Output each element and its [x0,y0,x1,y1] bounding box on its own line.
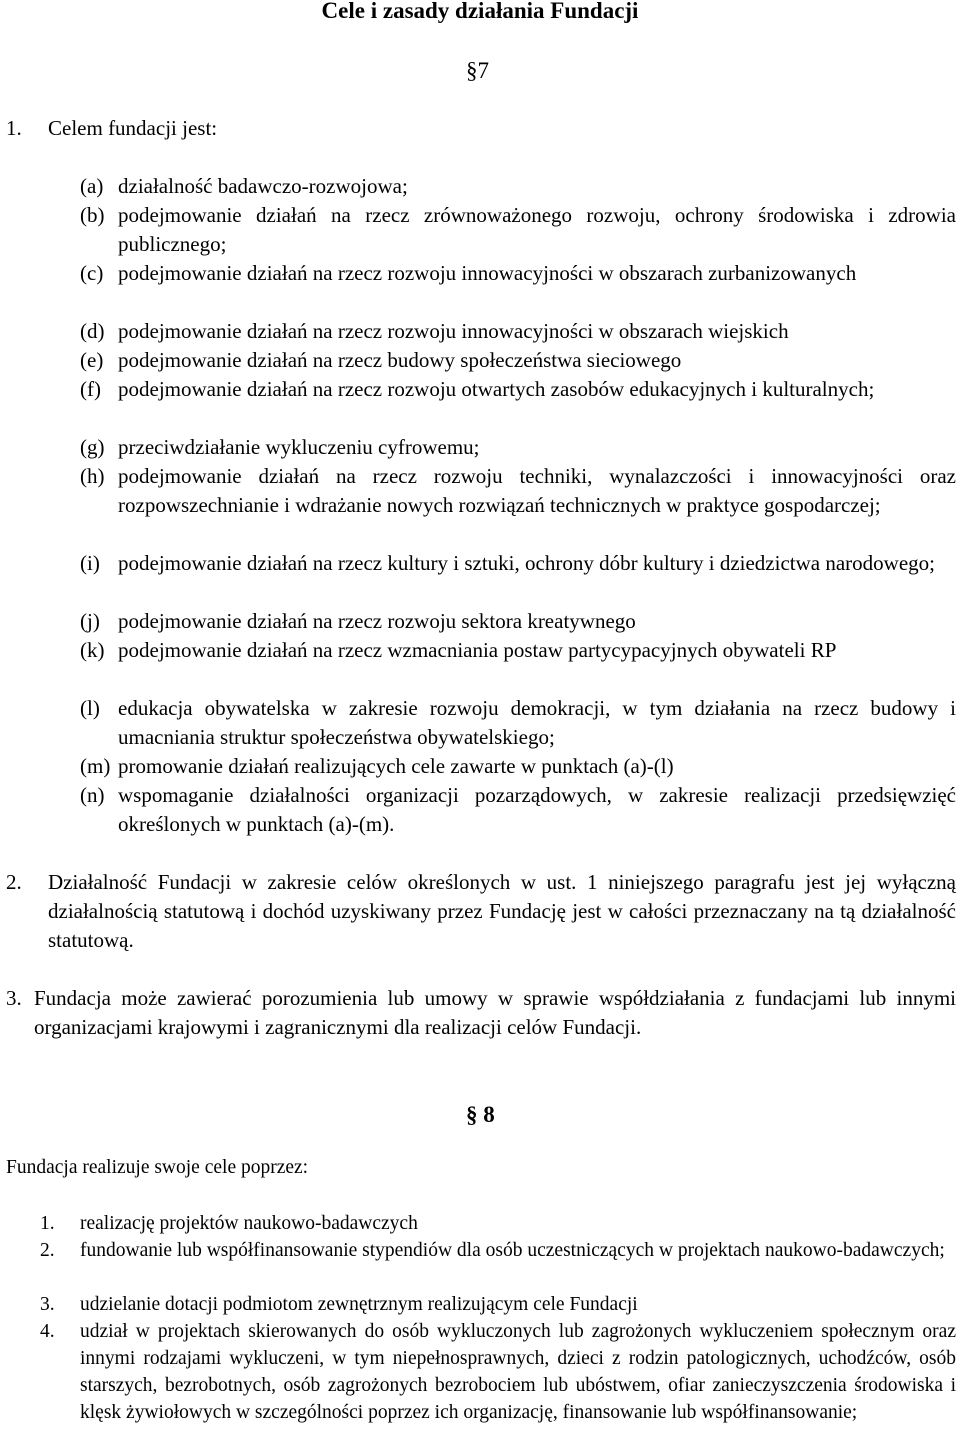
sec7-point-1-text: Celem fundacji jest: [48,116,218,140]
section-7-heading: §7 [466,58,489,83]
goal-label: (j) [80,609,100,633]
goal-label: (h) [80,464,105,488]
page-title: Cele i zasady działania Fundacji [321,0,639,23]
section-8-intro: Fundacja realizuje swoje cele poprzez: [6,1157,309,1178]
goal-label: (d) [80,319,105,343]
goal-text: edukacja obywatelska w zakresie rozwoju demokracji, w tym działania na rzecz budowy i umacniania struktur społeczeństwa obywatelskiego; [118,696,956,749]
means-text: udział w projektach skierowanych do osób wykluczonych lub zagrożonych wykluczeniem społecznym oraz innymi rodzajami wykluczeni, w tym niepełnosprawnych, dzieci z rodzin patologicznych, uchodźców, osób starszych, bezrobotnych, osób zagrożonych bezrobociem lub ubóstwem, ofiar zanieczyszczenia środowiska i klęsk żywiołowych w szczególności poprzez ich organizację, finansowanie lub współfinansowanie; [80,1321,956,1423]
means-number: 3. [40,1294,55,1315]
sec7-point-1-number: 1. [6,116,22,140]
goal-text: podejmowanie działań na rzecz rozwoju innowacyjności w obszarach wiejskich [118,319,789,343]
means-text: realizację projektów naukowo-badawczych [80,1213,418,1234]
means-text: udzielanie dotacji podmiotom zewnętrznym realizującym cele Fundacji [80,1294,638,1315]
goal-text: podejmowanie działań na rzecz kultury i sztuki, ochrony dóbr kultury i dziedzictwa narodowego; [118,551,935,575]
goal-label: (f) [80,377,101,401]
goal-text: podejmowanie działań na rzecz wzmacniania postaw partycypacyjnych obywateli RP [118,638,837,662]
goal-label: (b) [80,203,105,227]
sec7-point-3-text: Fundacja może zawierać porozumienia lub umowy w sprawie współdziałania z fundacjami lub innymi organizacjami krajowymi i zagranicznymi dla realizacji celów Fundacji. [34,986,956,1039]
goal-label: (i) [80,551,100,575]
goal-text: działalność badawczo-rozwojowa; [118,174,408,198]
section-8-heading: § 8 [466,1102,495,1127]
goal-label: (l) [80,696,100,720]
means-number: 1. [40,1213,55,1234]
goal-text: podejmowanie działań na rzecz rozwoju techniki, wynalazczości i innowacyjności oraz rozpowszechnianie i wdrażanie nowych rozwiązań technicznych w praktyce gospodarczej; [118,464,956,517]
goal-text: podejmowanie działań na rzecz budowy społeczeństwa sieciowego [118,348,682,372]
sec7-point-3-number: 3. [6,986,22,1010]
goal-label: (c) [80,261,104,285]
goal-label: (m) [80,754,111,778]
goal-text: podejmowanie działań na rzecz rozwoju innowacyjności w obszarach zurbanizowanych [118,261,857,285]
goal-text: podejmowanie działań na rzecz rozwoju sektora kreatywnego [118,609,636,633]
means-number: 2. [40,1240,55,1261]
goal-label: (k) [80,638,105,662]
means-text: fundowanie lub współfinansowanie stypendiów dla osób uczestniczących w projektach naukowo-badawczych; [80,1240,945,1261]
goal-label: (g) [80,435,105,459]
goal-text: przeciwdziałanie wykluczeniu cyfrowemu; [118,435,480,459]
goal-label: (e) [80,348,104,372]
goal-text: podejmowanie działań na rzecz zrównoważonego rozwoju, ochrony środowiska i zdrowia publicznego; [118,203,956,256]
goal-label: (n) [80,783,105,807]
sec7-point-2-number: 2. [6,870,22,894]
means-number: 4. [40,1321,55,1342]
goal-text: wspomaganie działalności organizacji pozarządowych, w zakresie realizacji przedsięwzięć określonych w punktach (a)-(m). [118,783,956,836]
goal-text: podejmowanie działań na rzecz rozwoju otwartych zasobów edukacyjnych i kulturalnych; [118,377,875,401]
goal-text: promowanie działań realizujących cele zawarte w punktach (a)-(l) [118,754,674,778]
sec7-point-2-text: Działalność Fundacji w zakresie celów określonych w ust. 1 niniejszego paragrafu jest jej wyłączną działalnością statutową i dochód uzyskiwany przez Fundację jest w całości przeznaczany na tą działalność statutową. [48,870,956,952]
goal-label: (a) [80,174,104,198]
